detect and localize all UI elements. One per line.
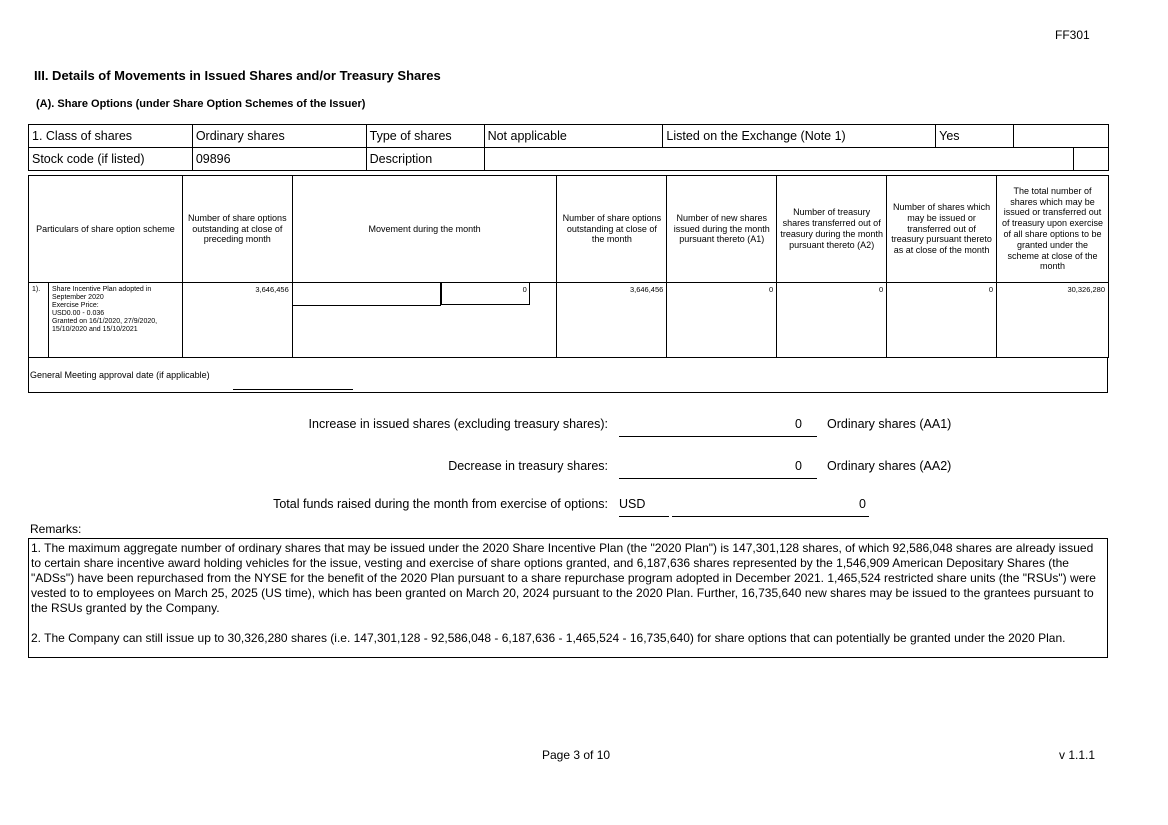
header-movement: Movement during the month	[292, 176, 557, 283]
decrease-line	[619, 478, 817, 479]
version: v 1.1.1	[1059, 748, 1096, 762]
row-index: 1).	[29, 283, 49, 358]
header-particulars: Particulars of share option scheme	[29, 176, 183, 283]
increase-unit: Ordinary shares (AA1)	[827, 417, 952, 431]
funds-currency-line	[619, 516, 669, 517]
remarks-box	[28, 538, 1108, 658]
increase-line	[619, 436, 817, 437]
header-may-be-issued: Number of shares which may be issued or transferred out of treasury pursuant thereto as at close of the month	[887, 176, 997, 283]
section-title: III. Details of Movements in Issued Shares and/or Treasury Shares	[34, 68, 441, 83]
row-treasury-a2: 0	[777, 283, 887, 358]
remarks-paragraph-2: 2. The Company can still issue up to 30,326,280 shares (i.e. 147,301,128 - 92,586,048 - 6,187,636 - 1,465,524 - 16,735,640) for share options that can potentially be granted under the 2020 Plan.	[31, 631, 1066, 645]
row-may-be-issued: 0	[887, 283, 997, 358]
row-movement-value: 0	[441, 283, 530, 305]
row-outstanding-close: 3,646,456	[557, 283, 667, 358]
decrease-unit: Ordinary shares (AA2)	[827, 459, 952, 473]
type-value: Not applicable	[484, 125, 663, 148]
header-outstanding-preceding: Number of share options outstanding at close of preceding month	[182, 176, 292, 283]
sub-title: (A). Share Options (under Share Option Schemes of the Issuer)	[36, 98, 366, 110]
blank-cell	[1014, 125, 1109, 148]
header-treasury-a2: Number of treasury shares transferred out of treasury during the month pursuant thereto (A2)	[777, 176, 887, 283]
remarks-label: Remarks:	[30, 522, 82, 536]
header-outstanding-close: Number of share options outstanding at close of the month	[557, 176, 667, 283]
listed-value: Yes	[936, 125, 1014, 148]
header-new-shares-a1: Number of new shares issued during the month pursuant thereto (A1)	[667, 176, 777, 283]
class-table	[28, 124, 1109, 171]
movement-box-left	[293, 283, 441, 306]
class-label: 1. Class of shares	[29, 125, 193, 148]
row-total-to-be-granted: 30,326,280	[997, 283, 1109, 358]
row-particulars: Share Incentive Plan adopted in September 2020 Exercise Price: USD0.00 - 0.036 Granted on 16/1/2020, 27/9/2020, 15/10/2020 and 15/10/2021	[48, 283, 182, 358]
type-label: Type of shares	[366, 125, 484, 148]
decrease-value: 0	[795, 459, 802, 473]
increase-label: Increase in issued shares (excluding treasury shares):	[308, 417, 608, 431]
stock-code-value: 09896	[192, 148, 366, 171]
description-value	[484, 148, 1073, 171]
funds-value: 0	[859, 497, 866, 511]
form-code: FF301	[1055, 28, 1090, 42]
row-movement-cell	[292, 283, 557, 358]
funds-value-line	[672, 516, 869, 517]
class-value: Ordinary shares	[192, 125, 366, 148]
stock-code-label: Stock code (if listed)	[29, 148, 193, 171]
remarks-paragraph-1: 1. The maximum aggregate number of ordinary shares that may be issued under the 2020 Share Incentive Plan (the "2020 Plan") is 147,301,128 shares, of which 92,586,048 shares are already issued to certain share incentive award holding vehicles for the issue, vesting and exercise of share options granted, and 6,187,636 shares represented by the 1,546,909 American Depositary Shares (the "ADSs") have been repurchased from the NYSE for the benefit of the 2020 Plan pursuant to a share repurchase program adopted in December 2021. 1,465,524 restricted share units (the "RSUs") were vested to to employees on March 25, 2025 (US time), which has been granted on March 20, 2024 pursuant to the 2020 Plan. Further, 16,735,640 new shares may be issued to the grantees pursuant to the RSUs granted by the Company.	[31, 541, 1096, 615]
options-table	[28, 175, 1109, 358]
listed-label: Listed on the Exchange (Note 1)	[663, 125, 936, 148]
blank-cell	[1073, 148, 1108, 171]
increase-value: 0	[795, 417, 802, 431]
row-outstanding-preceding: 3,646,456	[182, 283, 292, 358]
description-label: Description	[366, 148, 484, 171]
decrease-label: Decrease in treasury shares:	[448, 459, 608, 473]
page-number: Page 3 of 10	[542, 748, 611, 762]
funds-label: Total funds raised during the month from exercise of options:	[273, 497, 608, 511]
funds-currency: USD	[619, 497, 646, 511]
gm-approval-label: General Meeting approval date (if applicable)	[30, 370, 210, 380]
header-total-to-be-granted: The total number of shares which may be issued or transferred out of treasury upon exercise of all share options to be granted under the scheme at close of the month	[997, 176, 1109, 283]
row-new-shares-a1: 0	[667, 283, 777, 358]
gm-approval-date-line	[233, 389, 353, 390]
